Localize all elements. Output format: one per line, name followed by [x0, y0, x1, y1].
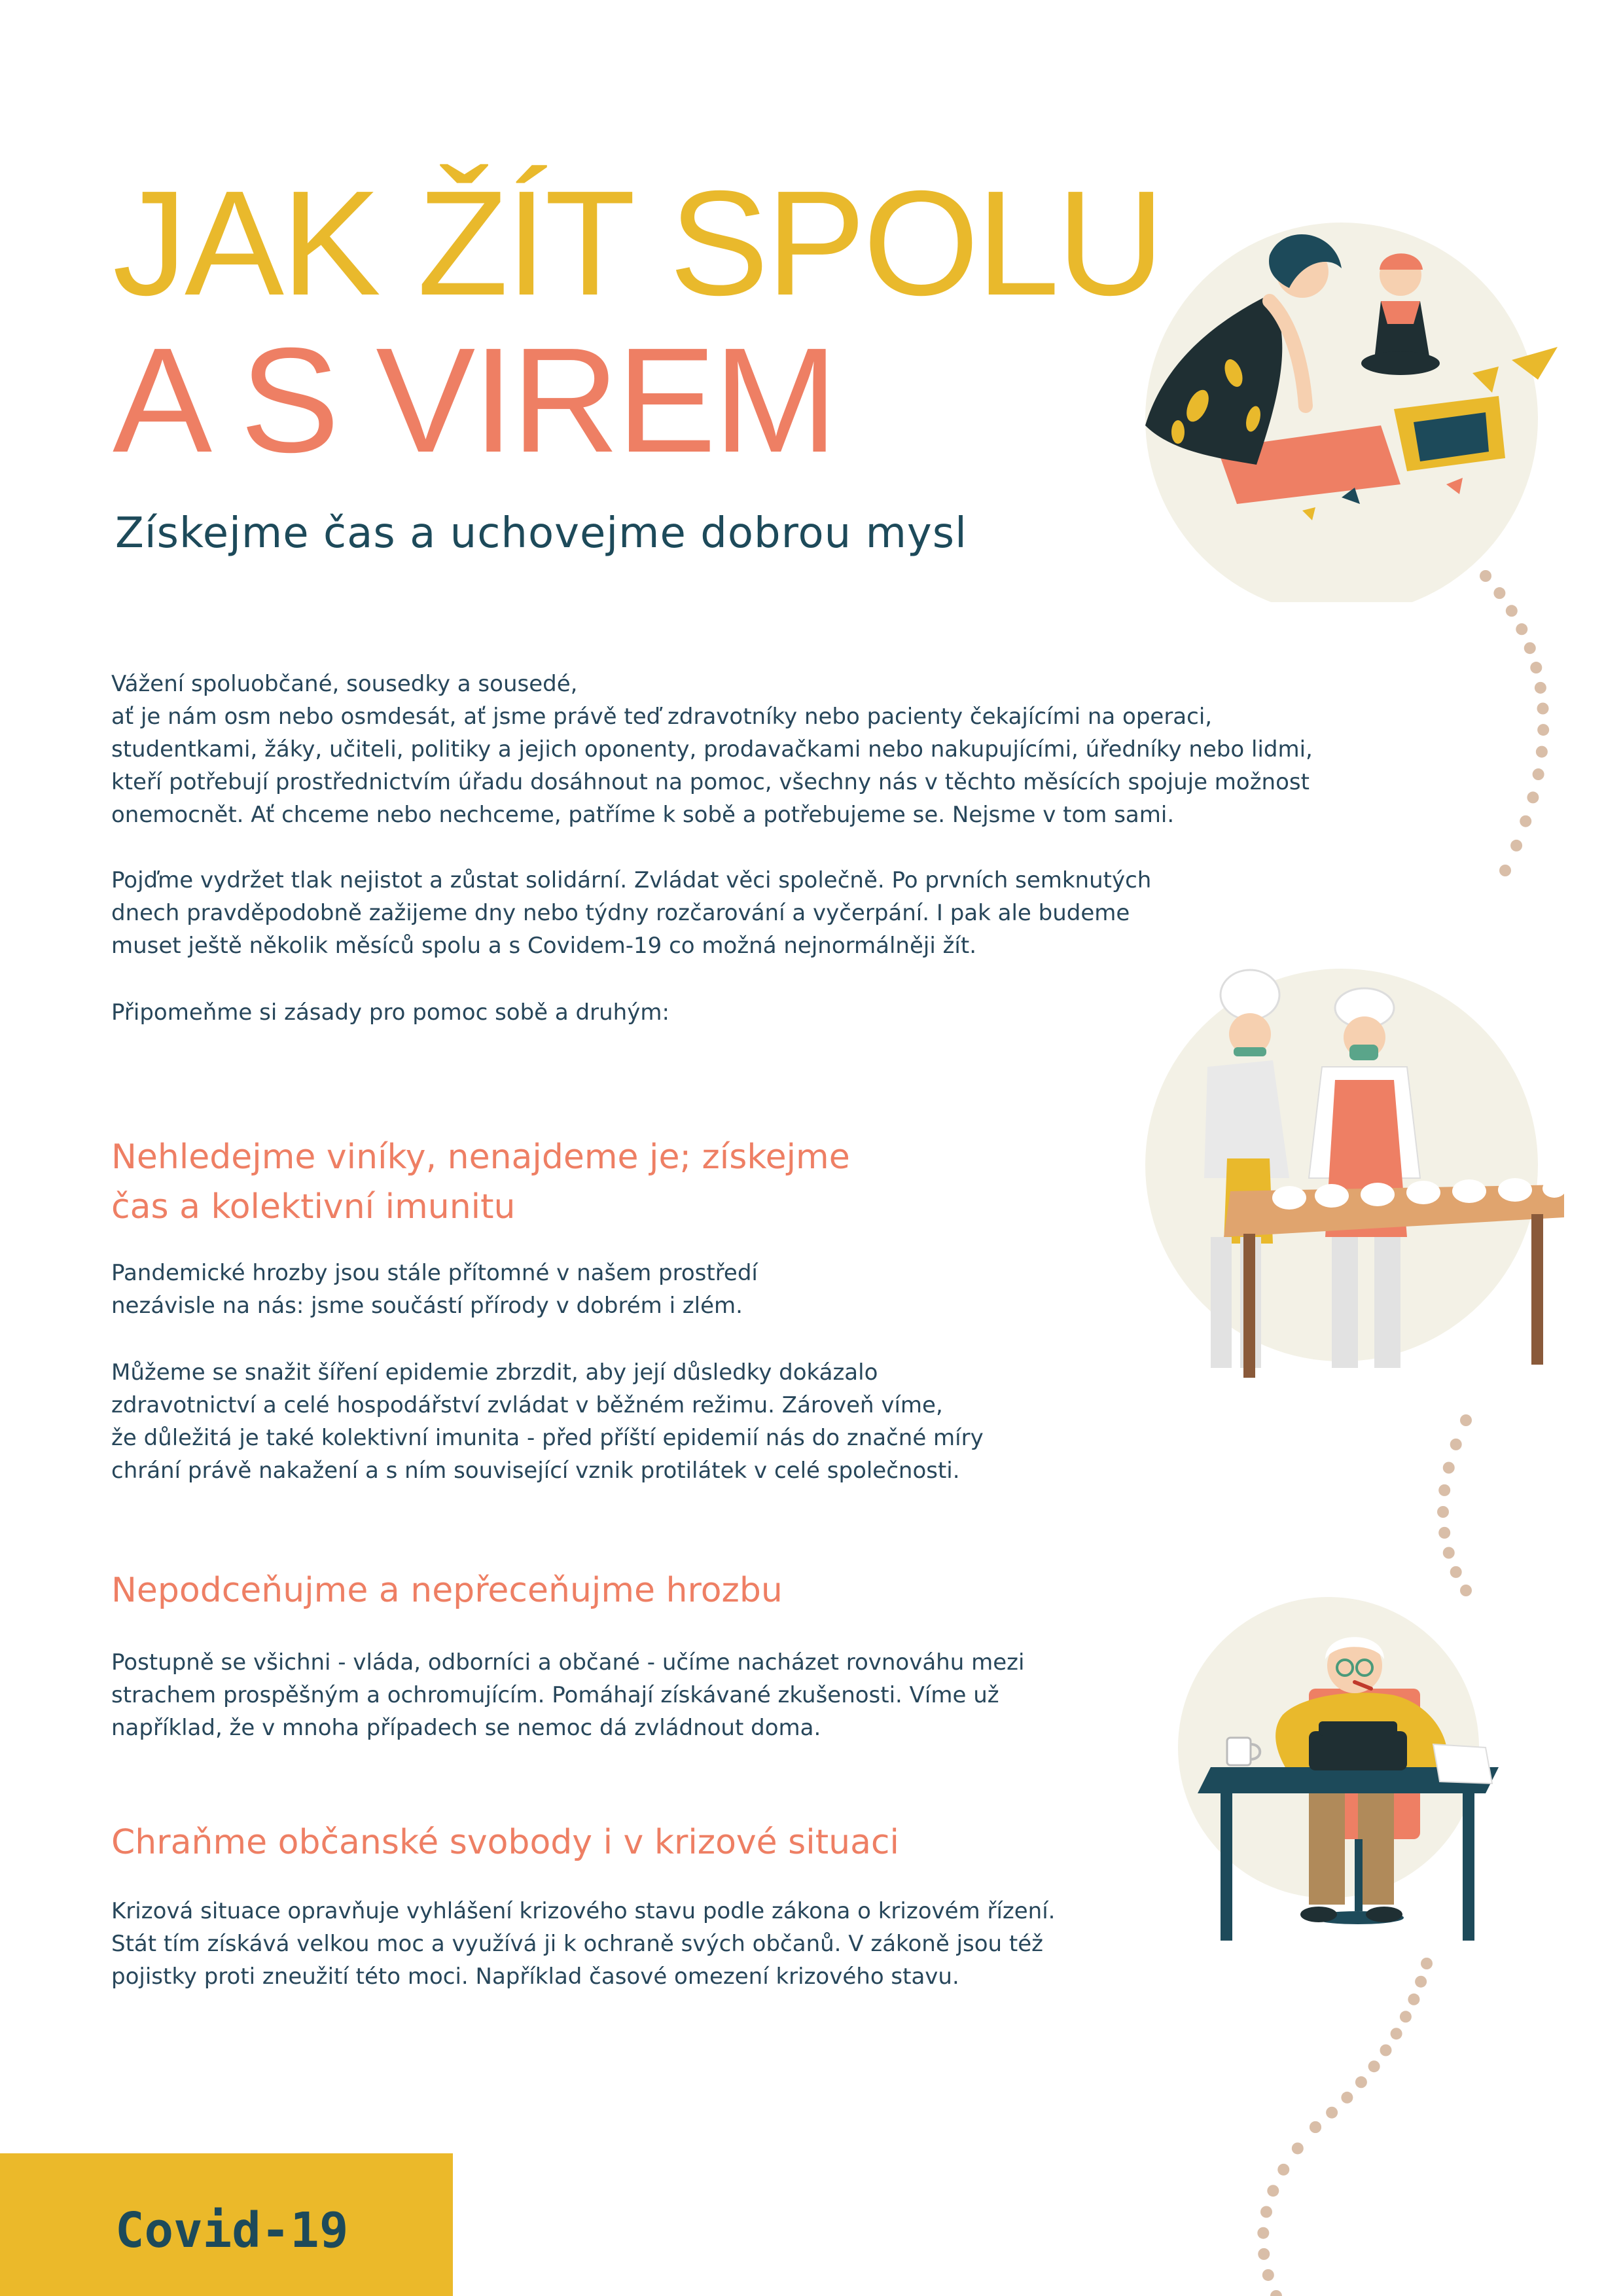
trail-dot	[1260, 2206, 1272, 2218]
text-line: ať je nám osm nebo osmdesát, ať jsme právě teď zdravotníky nebo pacienty čekajícími na operaci,	[111, 704, 1213, 730]
text-line: nezávisle na nás: jsme součástí přírody v dobrém i zlém.	[111, 1293, 743, 1319]
text-line: například, že v mnoha případech se nemoc dá zvládnout doma.	[111, 1715, 821, 1741]
trail-dot	[1258, 2248, 1270, 2260]
trail-dot	[1310, 2121, 1321, 2133]
text-line: Připomeňme si zásady pro pomoc sobě a druhým:	[111, 999, 669, 1026]
trail-dot	[1537, 724, 1549, 736]
trail-dot	[1506, 605, 1518, 617]
trail-dot	[1516, 623, 1527, 635]
trail-dot	[1533, 768, 1544, 780]
trail-dot	[1380, 2045, 1392, 2056]
trail-dot	[1499, 865, 1511, 876]
text-line: kteří potřebují prostřednictvím úřadu dosáhnout na pomoc, všechny nás v těchto měsících spojuje možnost	[111, 769, 1310, 795]
trail-dot	[1438, 1527, 1450, 1539]
title-line-2: A S VIREM	[113, 317, 836, 484]
trail-dot	[1262, 2269, 1274, 2281]
text-line: že důležitá je také kolektivní imunita - před příští epidemií nás do značné míry	[111, 1425, 984, 1451]
trail-dot	[1415, 1976, 1427, 1988]
bakers-illustration	[1073, 962, 1571, 1407]
title-line-1: JAK ŽÍT SPOLU	[113, 160, 1162, 327]
trail-dot	[1535, 682, 1546, 694]
text-line: Pojďme vydržet tlak nejistot a zůstat solidární. Zvládat věci společně. Po prvních semknutých	[111, 867, 1152, 893]
trail-dot	[1530, 662, 1542, 673]
trail-dot	[1460, 1414, 1472, 1426]
text-line: Pandemické hrozby jsou stále přítomné v našem prostředí	[111, 1260, 758, 1286]
subtitle: Získejme čas a uchovejme dobrou mysl	[115, 509, 967, 558]
text-line: onemocnět. Ať chceme nebo nechceme, patříme k sobě a potřebujeme se. Nejsme v tom sami.	[111, 802, 1175, 828]
trail-dot	[1520, 816, 1531, 827]
trail-dot	[1292, 2142, 1304, 2154]
trail-dot	[1527, 791, 1539, 803]
trail-dot	[1510, 840, 1522, 852]
heading-line: Nepodceňujme a nepřeceňujme hrozbu	[111, 1571, 783, 1610]
trail-dot	[1450, 1439, 1462, 1450]
elderly-man-typewriter-illustration	[1158, 1590, 1525, 1957]
text-line: zdravotnictví a celé hospodářství zvládat v běžném režimu. Zároveň víme,	[111, 1392, 943, 1418]
trail-dot	[1443, 1462, 1455, 1474]
trail-dot	[1326, 2107, 1338, 2119]
text-line: studentkami, žáky, učiteli, politiky a jejich oponenty, prodavačkami nebo nakupujícími, úředníky nebo lidmi,	[111, 736, 1313, 762]
heading-line: Nehledejme viníky, nenajdeme je; získejme	[111, 1138, 850, 1177]
text-line: Můžeme se snažit šíření epidemie zbrzdit, aby její důsledky dokázalo	[111, 1359, 878, 1386]
trail-dot	[1257, 2227, 1269, 2239]
text-line: Postupně se všichni - vláda, odborníci a občané - učíme nacházet rovnováhu mezi	[111, 1649, 1025, 1676]
text-line: muset ještě několik měsíců spolu a s Covidem-19 co možná nejnormálněji žít.	[111, 933, 976, 959]
trail-dot	[1438, 1484, 1450, 1496]
trail-dot	[1341, 2092, 1353, 2104]
trail-dot	[1267, 2185, 1279, 2197]
trail-dot	[1437, 1506, 1449, 1518]
mother-child-crafting-illustration	[1106, 209, 1577, 602]
text-line: dnech pravděpodobně zažijeme dny nebo týdny rozčarování a vyčerpání. I pak ale budeme	[111, 900, 1130, 926]
heading-line: Chraňme občanské svobody i v krizové situaci	[111, 1823, 899, 1862]
trail-dot	[1355, 2076, 1367, 2088]
trail-dot	[1368, 2060, 1380, 2072]
trail-dot	[1443, 1547, 1455, 1559]
trail-dot	[1537, 703, 1549, 715]
trail-dot	[1536, 746, 1548, 758]
text-line: pojistky proti zneužití této moci. Například časové omezení krizového stavu.	[111, 1964, 959, 1990]
trail-dot	[1450, 1566, 1462, 1578]
trail-dot	[1270, 2290, 1282, 2296]
footer-label: Covid-19	[115, 2202, 349, 2259]
heading-line: čas a kolektivní imunitu	[111, 1187, 516, 1227]
trail-dot	[1421, 1958, 1433, 1969]
text-line: Krizová situace opravňuje vyhlášení krizového stavu podle zákona o krizovém řízení.	[111, 1898, 1056, 1924]
trail-dot	[1391, 2028, 1402, 2039]
text-line: Vážení spoluobčané, sousedky a sousedé,	[111, 671, 578, 697]
text-line: strachem prospěšným a ochromujícím. Pomáhají získávané zkušenosti. Víme už	[111, 1682, 999, 1708]
trail-dot	[1408, 1994, 1419, 2005]
trail-dot	[1277, 2164, 1289, 2176]
trail-dot	[1524, 642, 1536, 654]
text-line: chrání právě nakažení a s ním související vznik protilátek v celé společnosti.	[111, 1458, 960, 1484]
trail-dot	[1400, 2011, 1412, 2022]
text-line: Stát tím získává velkou moc a využívá ji k ochraně svých občanů. V zákoně jsou též	[111, 1931, 1043, 1957]
